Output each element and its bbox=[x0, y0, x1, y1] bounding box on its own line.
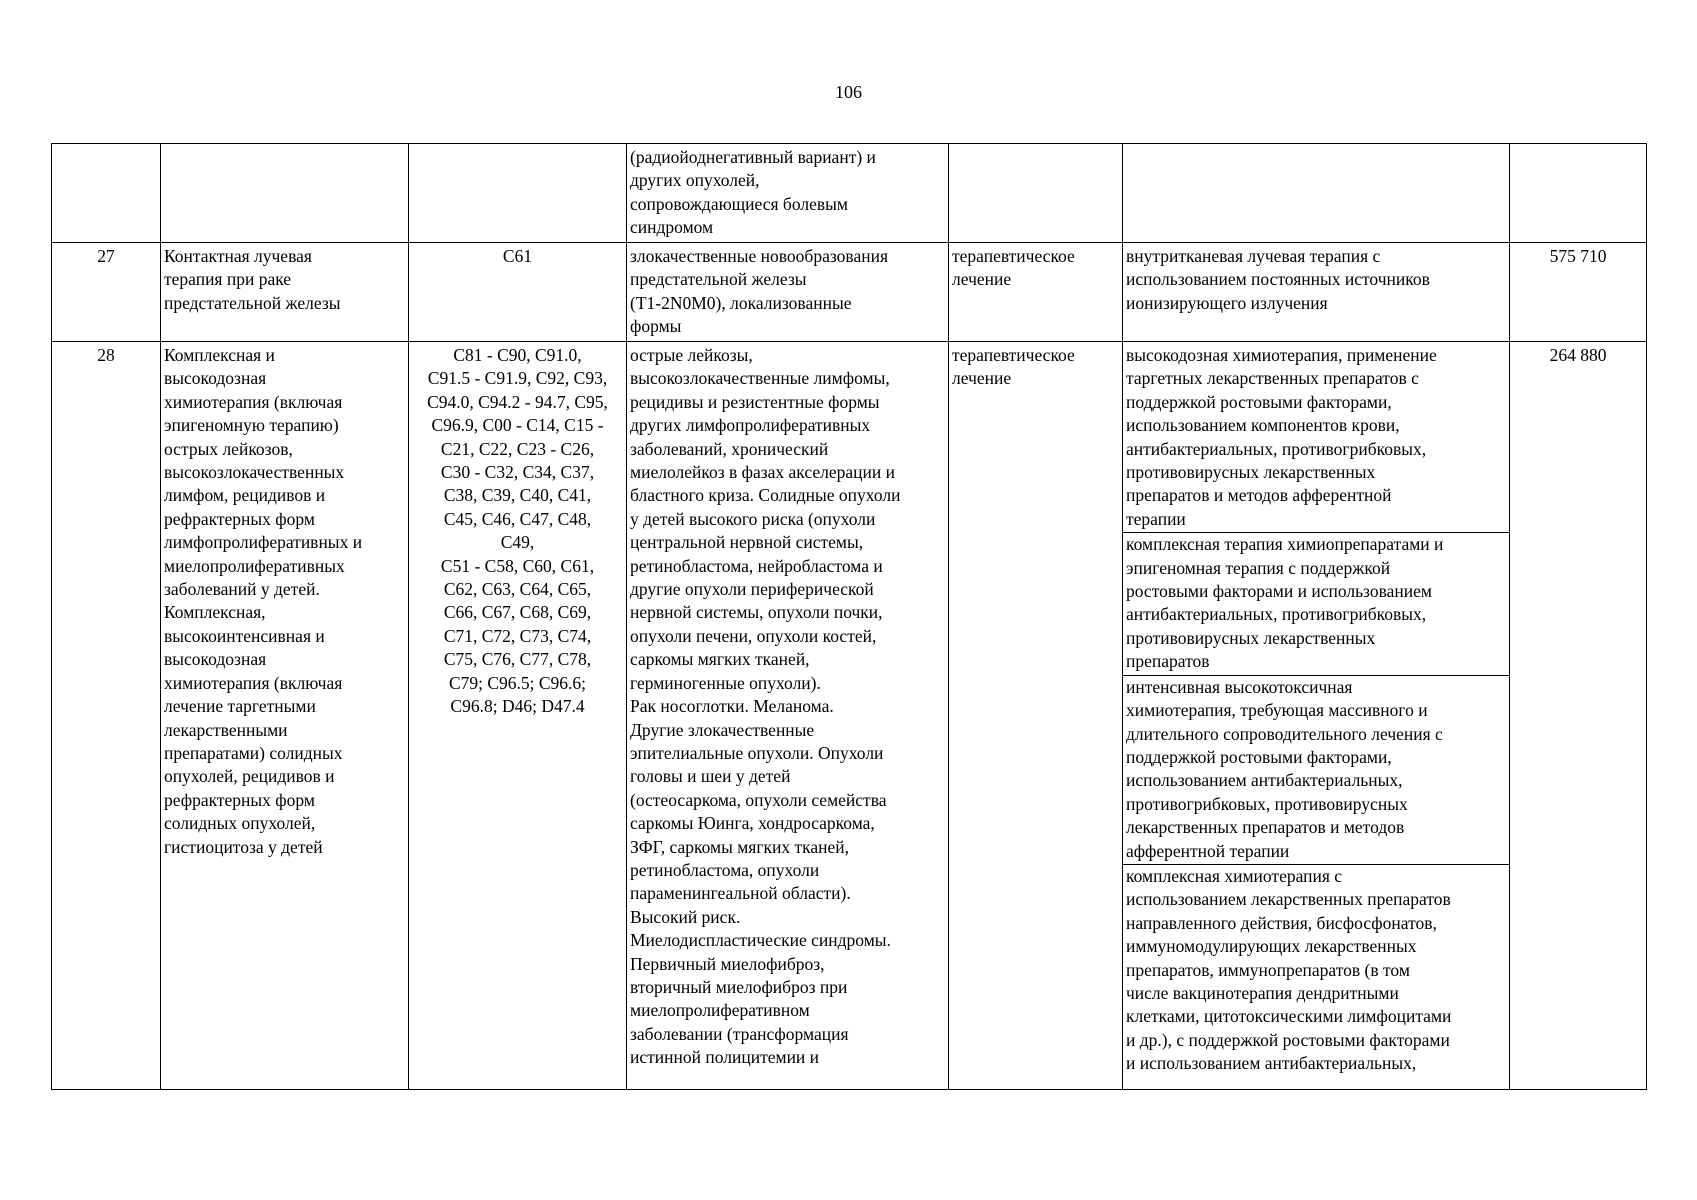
treatment-method: комплексная терапия химиопрепаратами и эпигеномная терапия с поддержкой ростовыми факторами и использованием антибактериальных, противогрибковых, противовирусных лекарственных препаратов bbox=[1123, 532, 1509, 674]
treatment-method: высокодозная химиотерапия, применение таргетных лекарственных препаратов с поддержкой ростовыми факторами, использованием компонентов крови, антибактериальных, противогрибковых, противовирусных лекарственных препаратов и методов афферентной терапии bbox=[1126, 345, 1437, 529]
treatment-method: интенсивная высокотоксичная химиотерапия, требующая массивного и длительного сопроводительного лечения с поддержкой ростовыми факторами, использованием антибактериальных, противогрибковых, противовирусных лекарственных препаратов и методов афферентной терапии bbox=[1123, 675, 1509, 864]
patient-model: злокачественные новообразования предстательной железы (T1-2N0M0), локализованные формы bbox=[627, 243, 949, 342]
icd-codes: C61 bbox=[409, 243, 627, 342]
row-number bbox=[52, 144, 161, 243]
medical-care-table bbox=[51, 143, 1647, 1090]
care-type-name bbox=[161, 144, 409, 243]
page-number: 106 bbox=[835, 82, 862, 102]
icd-codes bbox=[409, 144, 627, 243]
row-number: 28 bbox=[52, 342, 161, 1090]
care-type-name: Контактная лучевая терапия при раке предстательной железы bbox=[161, 243, 409, 342]
norm-cost bbox=[1510, 144, 1647, 243]
table-row bbox=[52, 144, 1647, 243]
norm-cost: 264 880 bbox=[1510, 342, 1647, 1090]
icd-codes: C81 - C90, C91.0, C91.5 - C91.9, C92, C93, C94.0, C94.2 - 94.7, C95, C96.9, C00 - C14, C15 - C21, C22, C23 - C26, C30 - C32, C34, C37, C38, C39, C40, C41, C45, C46, C47, C48, C49, C51 - C58, C60, C61, C62, C63, C64, C65, C66, C67, C68, C69, C71, C72, C73, C74, C75, C76, C77, C78, C79; C96.5; C96.6; C96.8; D46; D47.4 bbox=[409, 342, 627, 1090]
treatment-method: комплексная химиотерапия с использованием лекарственных препаратов направленного действия, бисфосфонатов, иммуномодулирующих лекарственных препаратов, иммунопрепаратов (в том числе вакцинотерапия дендритными клетками, цитотоксическими лимфоцитами и др.), с поддержкой ростовыми факторами и использованием антибактериальных, bbox=[1123, 864, 1509, 1077]
treatment-methods bbox=[1123, 342, 1510, 1090]
row-number: 27 bbox=[52, 243, 161, 342]
table-row bbox=[52, 342, 1647, 1090]
treatment-type: терапевтическое лечение bbox=[949, 342, 1123, 1090]
patient-model: (радиойоднегативный вариант) и других опухолей, сопровождающиеся болевым синдромом bbox=[627, 144, 949, 243]
treatment-type: терапевтическое лечение bbox=[949, 243, 1123, 342]
treatment-type bbox=[949, 144, 1123, 243]
patient-model: острые лейкозы, высокозлокачественные лимфомы, рецидивы и резистентные формы других лимфопролиферативных заболеваний, хронический миелолейкоз в фазах акселерации и бластного криза. Солидные опухоли у детей высокого риска (опухоли центральной нервной системы, ретинобластома, нейробластома и другие опухоли периферической нервной системы, опухоли почки, опухоли печени, опухоли костей, саркомы мягких тканей, герминогенные опухоли). Рак носоглотки. Меланома. Другие злокачественные эпителиальные опухоли. Опухоли головы и шеи у детей (остеосаркома, опухоли семейства саркомы Юинга, хондросаркома, ЗФГ, саркомы мягких тканей, ретинобластома, опухоли параменингеальной области). Высокий риск. Миелодиспластические синдромы. Первичный миелофиброз, вторичный миелофиброз при миелопролиферативном заболевании (трансформация истинной полицитемии и bbox=[627, 342, 949, 1090]
norm-cost: 575 710 bbox=[1510, 243, 1647, 342]
care-type-name: Комплексная и высокодозная химиотерапия (включая эпигеномную терапию) острых лейкозов, высокозлокачественных лимфом, рецидивов и рефрактерных форм лимфопролиферативных и миелопролиферативных заболеваний у детей. Комплексная, высокоинтенсивная и высокодозная химиотерапия (включая лечение таргетными лекарственными препаратами) солидных опухолей, рецидивов и рефрактерных форм солидных опухолей, гистиоцитоза у детей bbox=[161, 342, 409, 1090]
treatment-method: внутритканевая лучевая терапия с использованием постоянных источников ионизирующего излучения bbox=[1123, 243, 1510, 342]
table-row bbox=[52, 243, 1647, 342]
treatment-method bbox=[1123, 144, 1510, 243]
